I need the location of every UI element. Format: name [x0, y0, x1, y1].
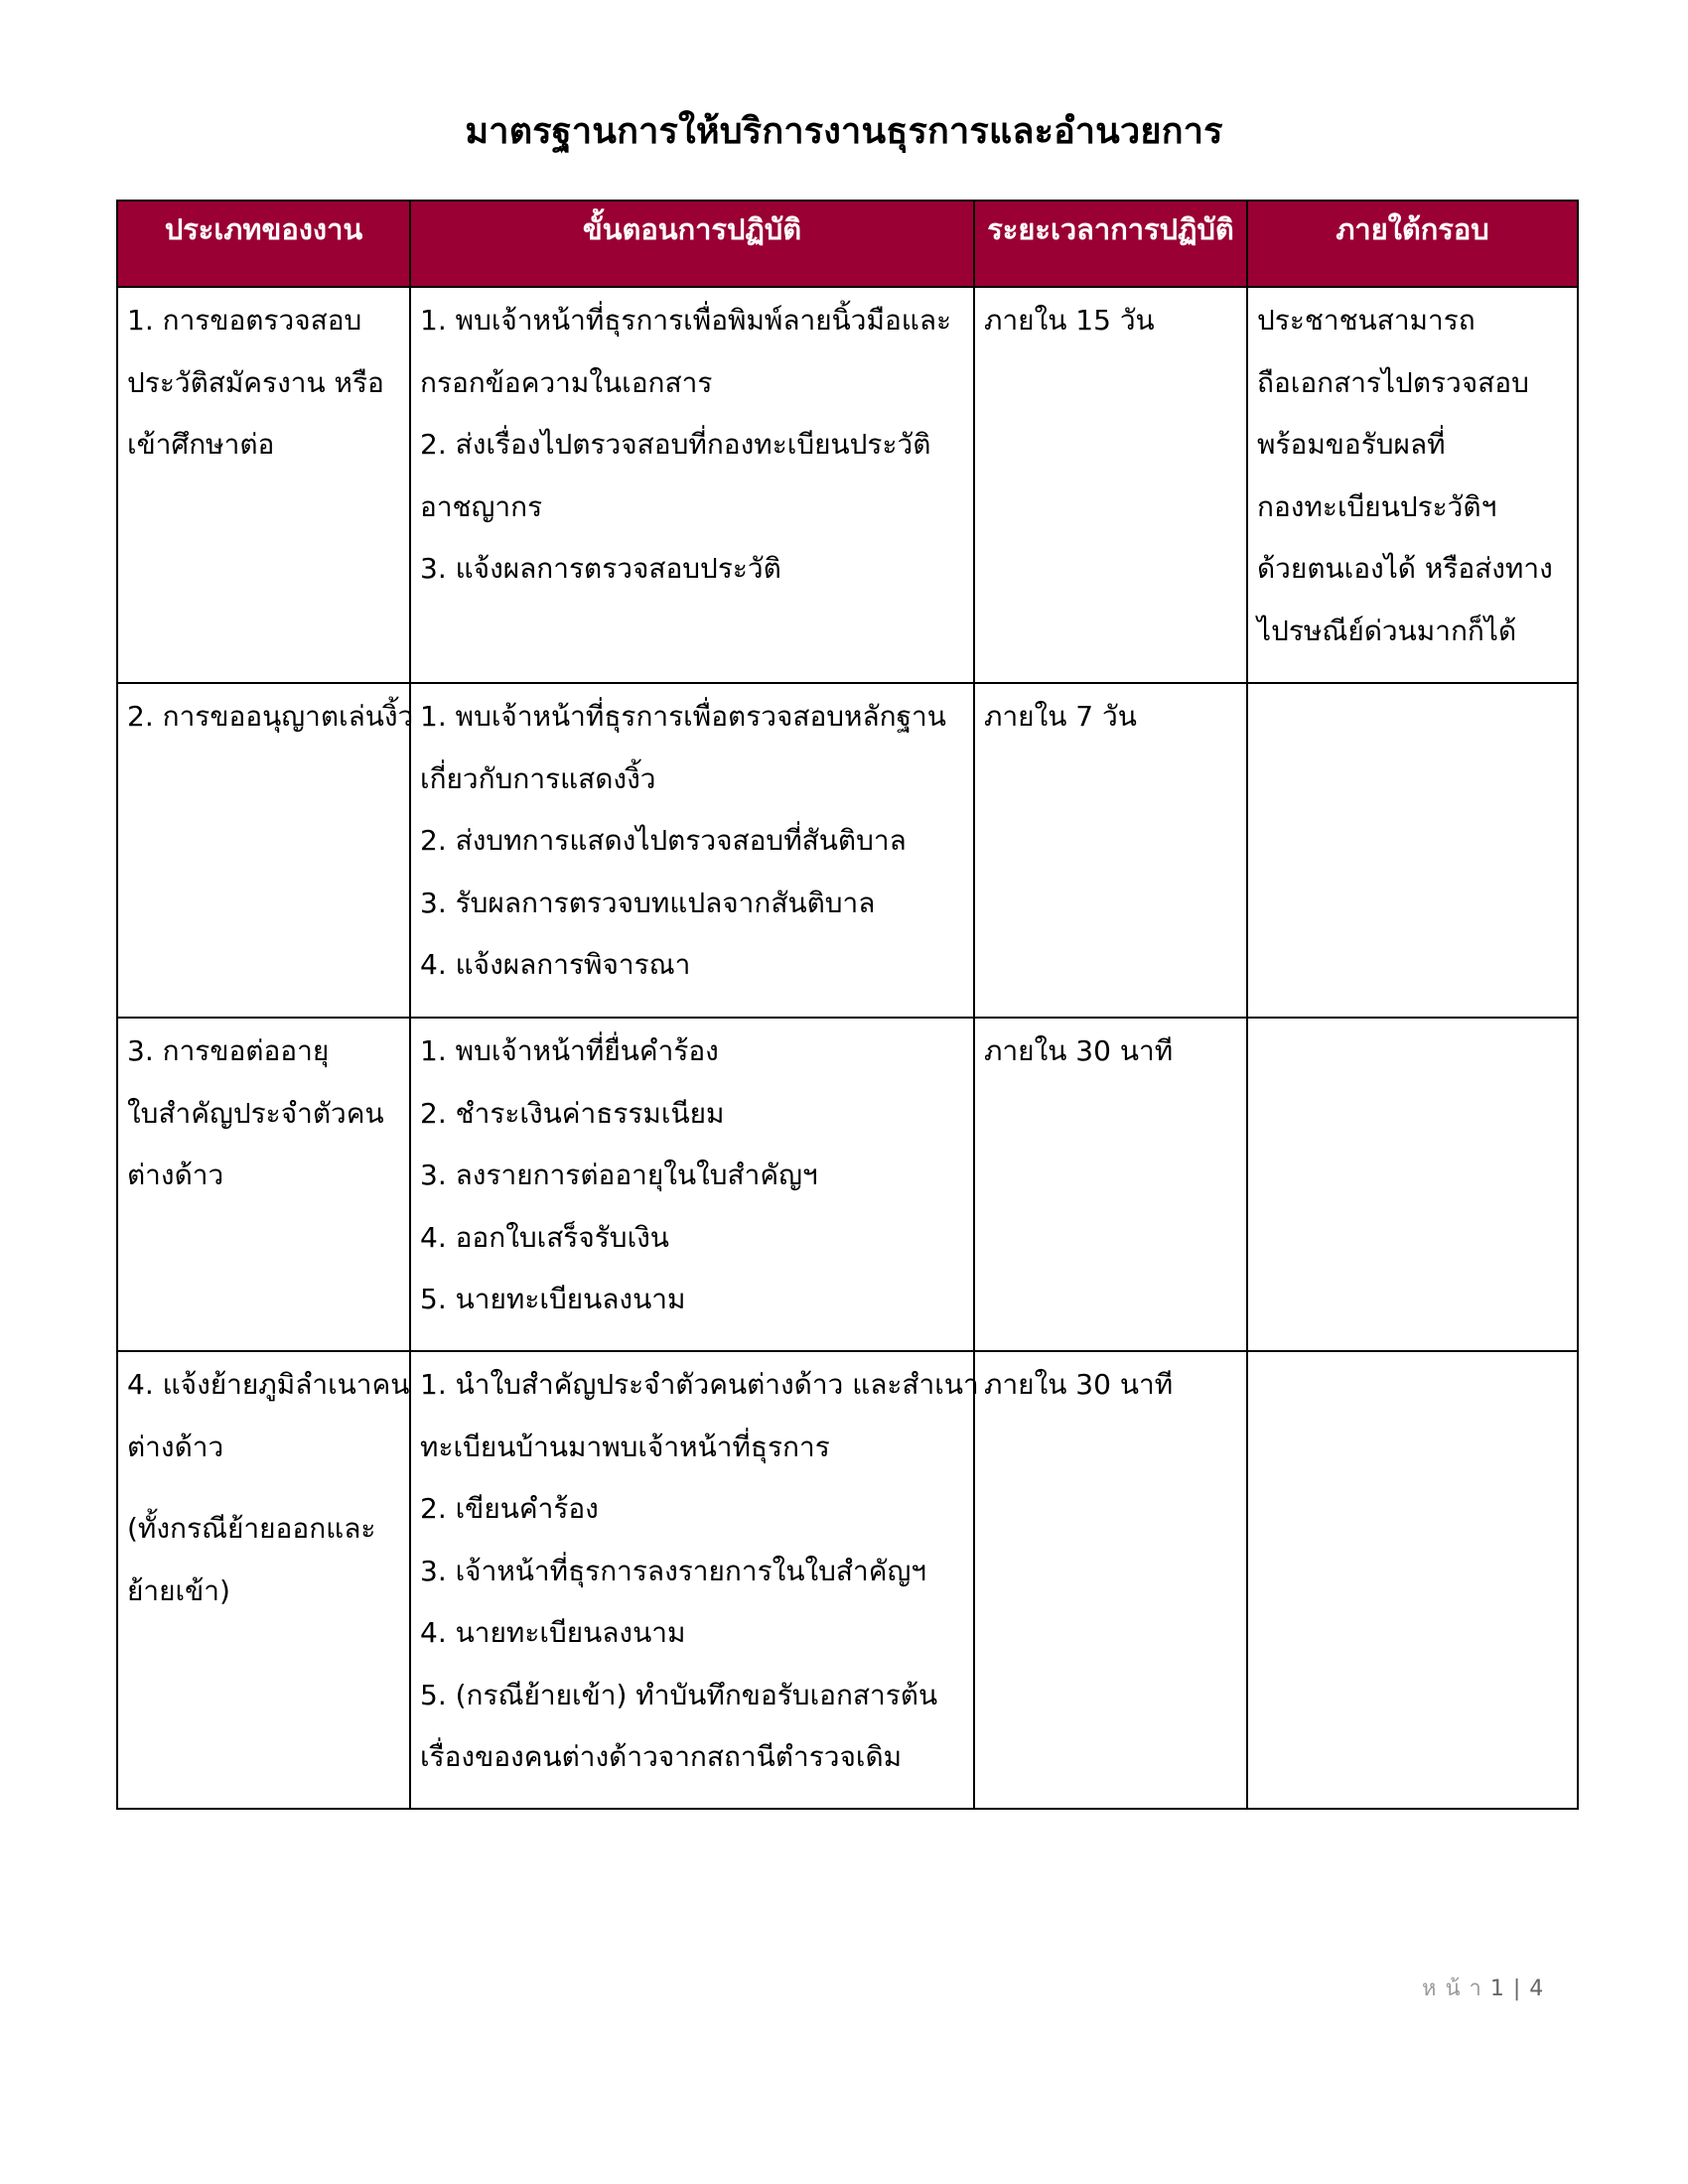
work-type-line: ต่างด้าว [127, 1159, 224, 1191]
procedure-steps-cell [410, 1351, 979, 1809]
step-line: 3. รับผลการตรวจบทแปลจากสันติบาล [420, 886, 876, 919]
step-line: 4. ออกใบเสร็จรับเงิน [420, 1220, 669, 1254]
step-line: 2. ส่งบทการแสดงไปตรวจสอบที่สันติบาล [420, 824, 907, 857]
table-row [117, 1351, 1578, 1809]
framework-line: ไปรษณีย์ด่วนมากก็ได้ [1257, 614, 1517, 647]
step-line: 1. พบเจ้าหน้าที่ธุรการเพื่อตรวจสอบหลักฐาน [420, 700, 946, 733]
duration-text: ภายใน 7 วัน [984, 700, 1137, 733]
step-line: 4. นายทะเบียนลงนาม [420, 1616, 686, 1649]
step-line: 2. ส่งเรื่องไปตรวจสอบที่กองทะเบียนประวัติ [420, 428, 931, 461]
header-procedure-steps: ขั้นตอนการปฏิบัติ [410, 201, 974, 287]
procedure-steps-cell [410, 1018, 974, 1351]
header-duration: ระยะเวลาการปฏิบัติ [974, 201, 1247, 287]
step-line: 3. ลงรายการต่ออายุในใบสำคัญฯ [420, 1159, 818, 1191]
work-type-cell [117, 287, 410, 683]
header-work-type: ประเภทของงาน [117, 201, 410, 287]
table-row [117, 1018, 1578, 1351]
page-number: 1 | 4 [1489, 1977, 1545, 2001]
table-row [117, 287, 1578, 683]
duration-cell [974, 683, 1247, 1018]
framework-line: พร้อมขอรับผลที่ [1257, 428, 1446, 461]
step-line: 3. เจ้าหน้าที่ธุรการลงรายการในใบสำคัญฯ [420, 1554, 927, 1587]
step-line: 1. นำใบสำคัญประจำตัวคนต่างด้าว และสำเนา [420, 1368, 979, 1401]
page-footer [1422, 1971, 1544, 2005]
step-line: เรื่องของคนต่างด้าวจากสถานีตำรวจเดิม [420, 1740, 903, 1773]
work-type-line: ประวัติสมัครงาน หรือ [127, 365, 384, 399]
procedure-steps-cell [410, 287, 974, 683]
work-type-line: 4. แจ้งย้ายภูมิลำเนาคน [127, 1368, 410, 1401]
step-line: ทะเบียนบ้านมาพบเจ้าหน้าที่ธุรการ [420, 1430, 830, 1463]
procedure-steps-cell [410, 683, 974, 1018]
step-line: 1. พบเจ้าหน้าที่ธุรการเพื่อพิมพ์ลายนิ้วมือและ [420, 304, 952, 337]
work-type-note-line: (ทั้งกรณีย้ายออกและ [127, 1512, 376, 1545]
step-line: กรอกข้อความในเอกสาร [420, 365, 713, 399]
duration-cell [974, 1351, 1247, 1809]
header-framework: ภายใต้กรอบ [1247, 201, 1578, 287]
framework-cell [1247, 287, 1578, 683]
service-standards-table [116, 200, 1579, 1810]
framework-line: ด้วยตนเองได้ หรือส่งทาง [1257, 552, 1553, 585]
step-line: 3. แจ้งผลการตรวจสอบประวัติ [420, 552, 781, 585]
step-line: 2. ชำระเงินค่าธรรมเนียม [420, 1096, 725, 1130]
framework-line: กองทะเบียนประวัติฯ [1257, 489, 1497, 523]
step-line: 2. เขียนคำร้อง [420, 1492, 599, 1525]
step-line: 4. แจ้งผลการพิจารณา [420, 948, 691, 981]
page-title: มาตรฐานการให้บริการงานธุรการและอำนวยการ [465, 111, 1223, 152]
step-line: 1. พบเจ้าหน้าที่ยื่นคำร้อง [420, 1034, 719, 1067]
framework-cell [1247, 1351, 1578, 1809]
work-type-line: เข้าศึกษาต่อ [127, 428, 275, 461]
step-line: 5. นายทะเบียนลงนาม [420, 1283, 686, 1315]
work-type-line: ต่างด้าว [127, 1430, 224, 1463]
work-type-cell [117, 683, 414, 1018]
page-label: ห น้ า [1422, 1977, 1482, 2001]
duration-text: ภายใน 15 วัน [984, 304, 1155, 337]
duration-cell [974, 287, 1247, 683]
work-type-note-line: ย้ายเข้า) [127, 1573, 230, 1607]
duration-text: ภายใน 30 นาที [984, 1034, 1174, 1067]
work-type-line: 3. การขอต่ออายุ [127, 1034, 330, 1067]
line-gap [127, 1478, 401, 1498]
table-row [117, 683, 1578, 1018]
step-line: อาชญากร [420, 489, 543, 523]
framework-line: ถือเอกสารไปตรวจสอบ [1257, 365, 1529, 399]
table-header-row [117, 201, 1578, 287]
duration-cell [974, 1018, 1247, 1351]
framework-cell [1247, 1018, 1578, 1351]
work-type-line: 1. การขอตรวจสอบ [127, 304, 362, 337]
framework-line: ประชาชนสามารถ [1257, 304, 1476, 337]
work-type-cell [117, 1018, 410, 1351]
step-line: 5. (กรณีย้ายเข้า) ทำบันทึกขอรับเอกสารต้น [420, 1678, 938, 1711]
work-type-cell [117, 1351, 410, 1809]
step-line: เกี่ยวกับการแสดงงิ้ว [420, 761, 656, 795]
work-type-line: 2. การขออนุญาตเล่นงิ้ว [127, 700, 414, 733]
framework-cell [1247, 683, 1578, 1018]
work-type-line: ใบสำคัญประจำตัวคน [127, 1096, 384, 1130]
duration-text: ภายใน 30 นาที [984, 1368, 1174, 1401]
